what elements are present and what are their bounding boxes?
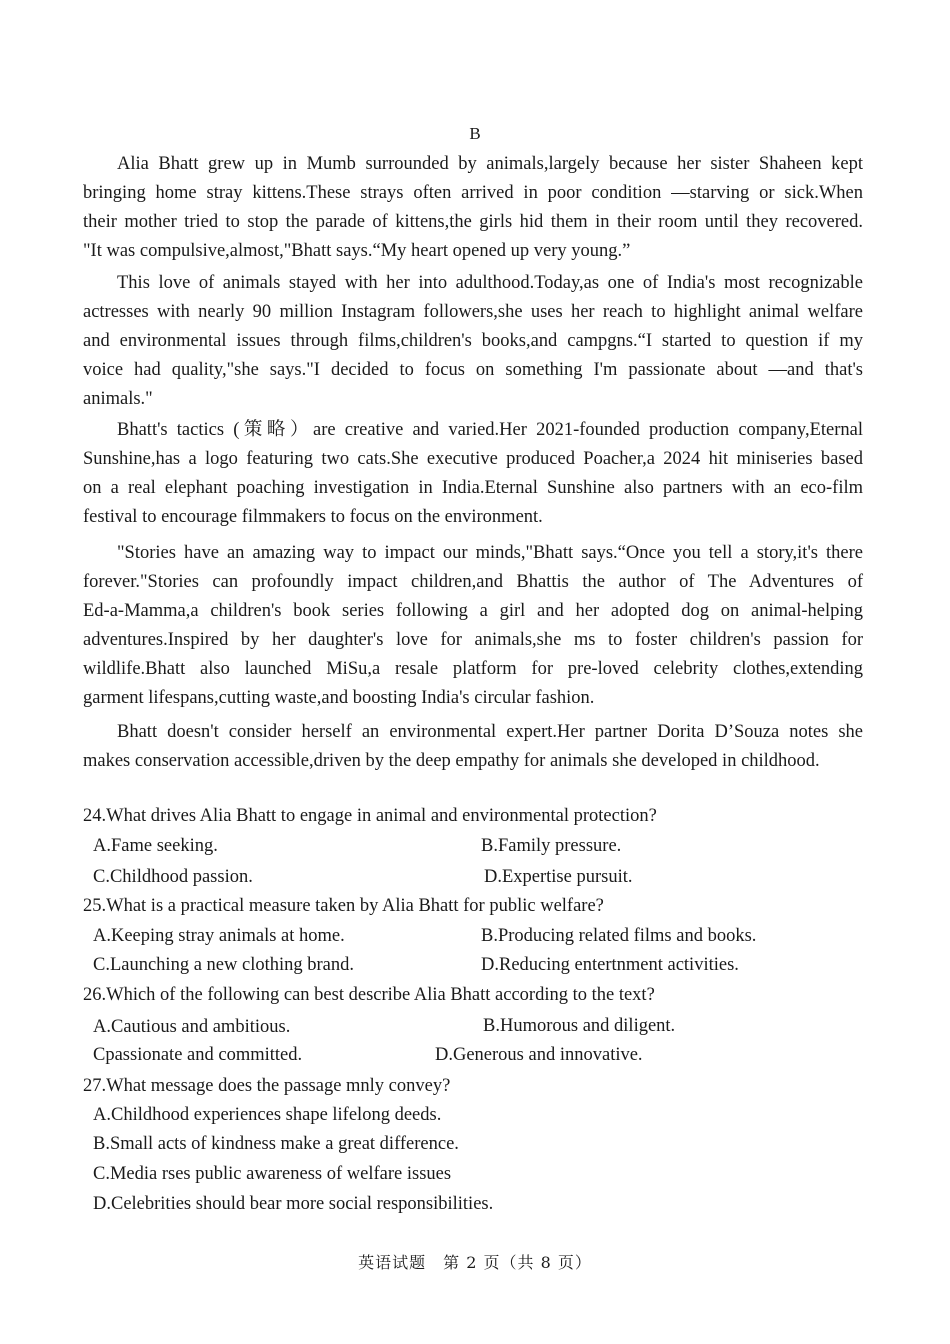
passage-paragraph-4 — [83, 539, 863, 713]
question-26-option-c[interactable]: Cpassionate and committed. — [93, 1045, 303, 1065]
question-27-option-a[interactable]: A.Childhood experiences shape lifelong deeds. — [93, 1105, 442, 1125]
passage-paragraph-2 — [83, 269, 863, 414]
question-24-option-b[interactable]: B.Family pressure. — [481, 836, 622, 856]
passage-line: their mother tried to stop the parade of kittens,the girls hid them in their room until they recovered. — [83, 212, 863, 232]
passage-line: Alia Bhatt grew up in Mumb surrounded by animals,largely because her sister Shaheen kept — [117, 154, 863, 174]
passage-line: Ed-a-Mamma,a children's book series following a girl and her adopted dog on animal-helping — [83, 601, 863, 621]
passage-line: garment lifespans,cutting waste,and boosting India's circular fashion. — [83, 688, 595, 708]
question-26-stem: 26.Which of the following can best describe Alia Bhatt according to the text? — [83, 985, 655, 1005]
passage-paragraph-1 — [83, 150, 863, 266]
question-24-option-a[interactable]: A.Fame seeking. — [93, 836, 218, 856]
page-footer: 英语试题 第 2 页（共 8 页） — [358, 1253, 592, 1272]
section-heading: B — [469, 124, 481, 143]
passage-line: voice had quality,"she says."I decided to focus on something I'm passionate about —and that's — [83, 360, 863, 380]
question-25-option-b[interactable]: B.Producing related films and books. — [481, 926, 757, 946]
passage-line: on a real elephant poaching investigation in India.Eternal Sunshine also partners with an eco-film — [83, 478, 863, 498]
question-27-stem: 27.What message does the passage mnly convey? — [83, 1076, 451, 1096]
passage-line: wildlife.Bhatt also launched MiSu,a resale platform for pre-loved celebrity clothes,extending — [83, 659, 863, 679]
passage-line: Bhatt's tactics (策略）are creative and varied.Her 2021-founded production company,Eternal — [117, 420, 863, 440]
question-24-option-d[interactable]: D.Expertise pursuit. — [484, 867, 633, 887]
question-25-option-c[interactable]: C.Launching a new clothing brand. — [93, 955, 354, 975]
passage-line: bringing home stray kittens.These strays often arrived in poor condition —starving or sick.When — [83, 183, 863, 203]
question-24-option-c[interactable]: C.Childhood passion. — [93, 867, 253, 887]
passage-paragraph-3 — [83, 416, 863, 532]
passage-line: forever."Stories can profoundly impact children,and Bhattis the author of The Adventures of — [83, 572, 863, 592]
passage-line: "It was compulsive,almost,"Bhatt says.“My heart opened up very young.” — [83, 241, 631, 261]
passage-line: animals." — [83, 389, 153, 409]
passage-line: adventures.Inspired by her daughter's love for animals,she ms to foster children's passion for — [83, 630, 863, 650]
passage-line: "Stories have an amazing way to impact our minds,"Bhatt says.“Once you tell a story,it's there — [117, 543, 863, 563]
passage-line: Bhatt doesn't consider herself an environmental expert.Her partner Dorita D’Souza notes she — [117, 722, 863, 742]
passage-paragraph-5 — [83, 718, 863, 776]
question-26-option-d[interactable]: D.Generous and innovative. — [435, 1045, 643, 1065]
passage-line: actresses with nearly 90 million Instagram followers,she uses her reach to highlight animal welfare — [83, 302, 863, 322]
question-26-option-a[interactable]: A.Cautious and ambitious. — [93, 1017, 291, 1037]
question-24-stem: 24.What drives Alia Bhatt to engage in animal and environmental protection? — [83, 806, 657, 826]
passage-line: makes conservation accessible,driven by the deep empathy for animals she developed in childhood. — [83, 751, 820, 771]
question-25-option-d[interactable]: D.Reducing entertnment activities. — [481, 955, 739, 975]
passage-line: festival to encourage filmmakers to focus on the environment. — [83, 507, 543, 527]
question-26-option-b[interactable]: B.Humorous and diligent. — [483, 1016, 676, 1036]
question-25-stem: 25.What is a practical measure taken by Alia Bhatt for public welfare? — [83, 896, 604, 916]
passage-line: Sunshine,has a logo featuring two cats.She executive produced Poacher,a 2024 hit miniseries based — [83, 449, 863, 469]
question-27-option-d[interactable]: D.Celebrities should bear more social responsibilities. — [93, 1194, 494, 1214]
passage-line: and environmental issues through films,children's books,and campgns.“I started to question if my — [83, 331, 863, 351]
question-25-option-a[interactable]: A.Keeping stray animals at home. — [93, 926, 345, 946]
question-27-option-c[interactable]: C.Media rses public awareness of welfare issues — [93, 1164, 452, 1184]
question-27-option-b[interactable]: B.Small acts of kindness make a great difference. — [93, 1134, 459, 1154]
passage-line: This love of animals stayed with her into adulthood.Today,as one of India's most recognizable — [117, 273, 863, 293]
